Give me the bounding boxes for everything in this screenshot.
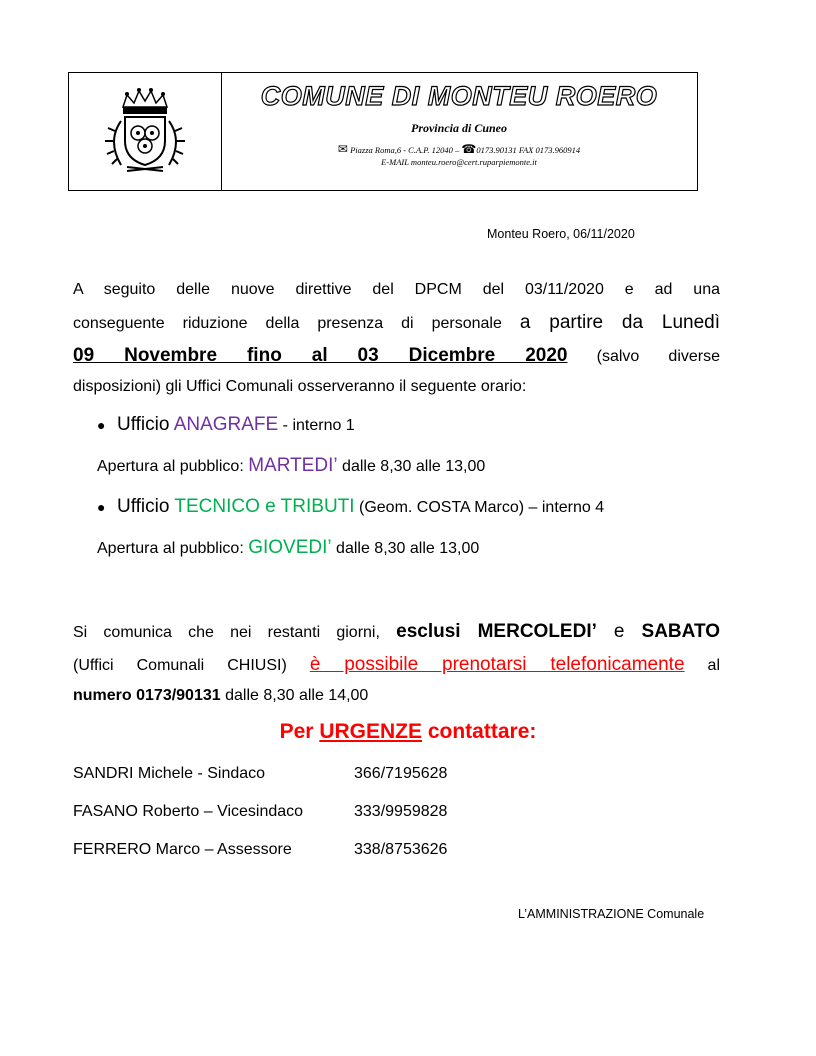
- contact-name: SANDRI Michele - Sindaco: [73, 765, 266, 782]
- closed-day-2: SABATO: [641, 621, 720, 642]
- contact-name: FASANO Roberto – Vicesindaco: [73, 803, 304, 820]
- opening-label: Apertura al pubblico:: [97, 458, 249, 475]
- contact-number: 333/9959828: [354, 803, 448, 820]
- office-prefix: Ufficio: [117, 414, 174, 435]
- exception-note: (salvo diverse: [596, 348, 721, 365]
- municipality-title: COMUNE DI MONTEU ROERO: [260, 81, 658, 111]
- signature: L’AMMINISTRAZIONE Comunale: [518, 907, 705, 921]
- urgent-heading: [0, 720, 816, 744]
- urgent-word: URGENZE: [319, 720, 423, 743]
- office-prefix: Ufficio: [117, 496, 175, 517]
- date-range: 09 Novembre fino al 03 Dicembre 2020: [73, 345, 568, 366]
- booking-note: è possibile prenotarsi telefonicamente: [309, 654, 685, 675]
- telephone-icon: ☎: [461, 142, 477, 156]
- contact-number: 366/7195628: [354, 765, 448, 782]
- start-date-phrase: a partire da Lunedì: [519, 312, 720, 333]
- notice-line-1: [73, 615, 720, 649]
- opening-tecnico: [97, 537, 479, 559]
- province-label: Provincia di Cuneo: [410, 121, 507, 135]
- opening-label: Apertura al pubblico:: [97, 540, 249, 557]
- notice-text: Si comunica che nei restanti giorni,: [73, 624, 397, 641]
- office-tecnico: [97, 496, 604, 518]
- phone-number: numero 0173/90131: [73, 687, 221, 704]
- contact-row: [73, 765, 448, 783]
- opening-day: MARTEDI’: [248, 455, 338, 476]
- intro-line-4: disposizioni) gli Uffici Comunali osserveranno il seguente orario:: [73, 378, 527, 395]
- contact-row: [73, 803, 448, 821]
- intro-line-1: A seguito delle nuove direttive del DPCM del 03/11/2020 e ad una: [73, 281, 720, 298]
- bullet-icon: ●: [97, 499, 106, 515]
- contact-name: FERRERO Marco – Assessore: [73, 841, 292, 858]
- address-line: [221, 142, 697, 157]
- opening-hours: dalle 8,30 alle 13,00: [331, 540, 480, 557]
- office-name: ANAGRAFE: [173, 414, 279, 435]
- office-extension: - interno 1: [278, 417, 355, 434]
- intro-line-3: [73, 339, 720, 373]
- office-anagrafe: [97, 414, 355, 436]
- closed-day-1: esclusi MERCOLEDI’: [396, 621, 597, 642]
- closed-note: (Uffici Comunali CHIUSI): [73, 657, 310, 674]
- office-name: TECNICO e TRIBUTI: [174, 496, 355, 517]
- intro-line-2: [73, 306, 720, 340]
- phone-fax-text: 0173.90131 FAX 0173.960914: [476, 145, 581, 155]
- office-extension: (Geom. COSTA Marco) – interno 4: [354, 499, 605, 516]
- opening-anagrafe: [97, 455, 485, 477]
- contact-row: [73, 841, 448, 859]
- date-line: Monteu Roero, 06/11/2020: [487, 227, 635, 241]
- opening-hours: dalle 8,30 alle 13,00: [337, 458, 486, 475]
- envelope-icon: ✉: [337, 142, 348, 156]
- urgent-prefix: Per: [279, 720, 320, 743]
- opening-day: GIOVEDI’: [248, 537, 332, 558]
- email-line: E-MAIL monteu.roero@cert.ruparpiemonte.it: [381, 157, 537, 167]
- notice-al: al: [684, 657, 720, 674]
- address-text: Piazza Roma,6 - C.A.P. 12040 –: [350, 145, 460, 155]
- municipal-crest-icon: [101, 85, 189, 177]
- notice-line-2: [73, 648, 720, 682]
- crest-cell: [69, 73, 222, 190]
- booking-hours: dalle 8,30 alle 14,00: [220, 687, 369, 704]
- contact-number: 338/8753626: [354, 841, 448, 858]
- bullet-icon: ●: [97, 417, 106, 433]
- urgent-suffix: contattare:: [422, 720, 537, 743]
- notice-conjunction: e: [596, 621, 642, 642]
- letterhead: [68, 72, 698, 191]
- notice-line-3: [73, 679, 720, 712]
- intro-line-2-text: conseguente riduzione della presenza di personale: [73, 315, 520, 332]
